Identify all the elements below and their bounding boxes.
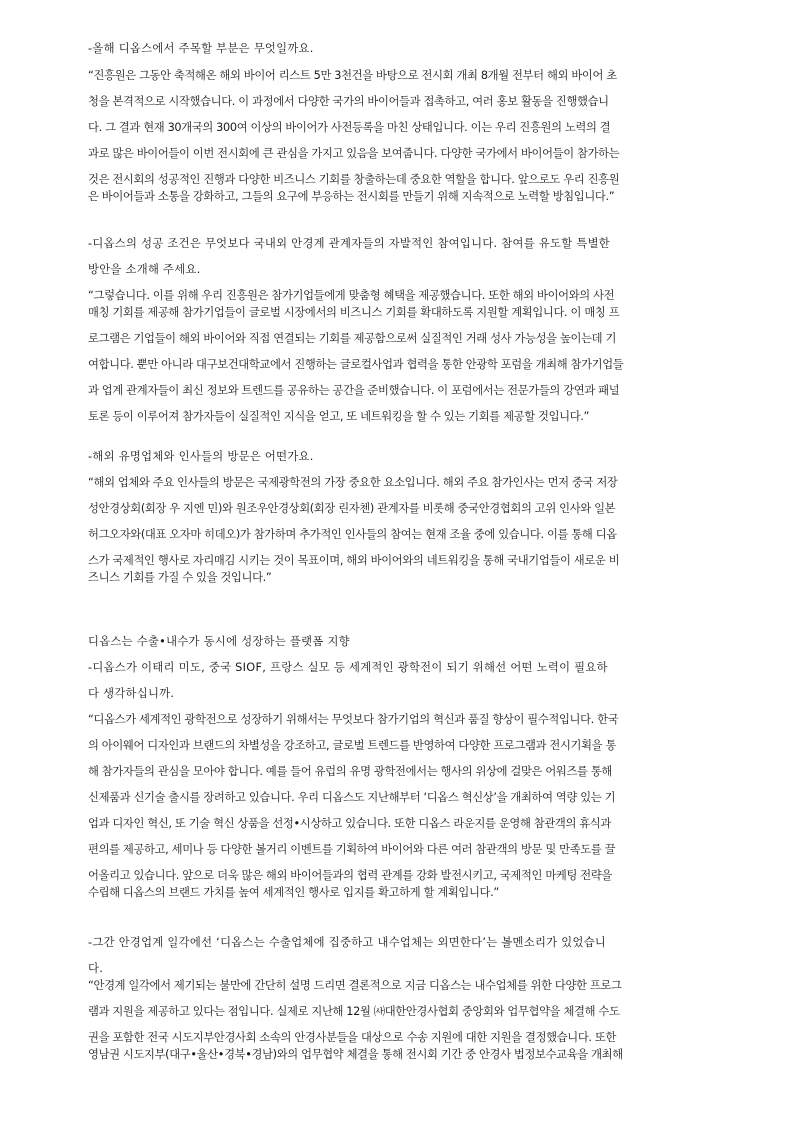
- answer-line: “디옵스가 세계적인 광학전으로 성장하기 위해서는 무엇보다 참가기업의 혁신과 품질 향상이 필수적입니다. 한국: [88, 713, 619, 726]
- answer-line: 영남권 시도지부(대구•울산•경북•경남)와의 업무협약 체결을 통해 전시회 기간 중 안경사 법정보수교육을 개최해: [88, 1048, 623, 1061]
- section-heading: 디옵스는 수출•내수가 동시에 성장하는 플랫폼 지향: [88, 635, 350, 648]
- interview-question: -그간 안경업계 일각에선 ‘디옵스는 수출업체에 집중하고 내수업체는 외면한다’는 볼멘소리가 있었습니: [88, 936, 607, 949]
- interview-question: 방안을 소개해 주세요.: [88, 263, 201, 276]
- answer-line: 다. 그 결과 현재 30개국의 300여 이상의 바이어가 사전등록을 마친 상태입니다. 이는 우리 진흥원의 노력의 결: [88, 121, 611, 134]
- answer-line: 편의를 제공하고, 세미나 등 다양한 볼거리 이벤트를 기획하여 바이어와 다른 여러 참관객의 방문 및 만족도를 끌: [88, 843, 616, 856]
- answer-line: “그렇습니다. 이를 위해 우리 진흥원은 참가기업들에게 맞춤형 혜택을 제공했습니다. 또한 해외 바이어와의 사전: [88, 289, 615, 302]
- answer-line: 과 업계 관계자들이 최신 정보와 트렌드를 공유하는 공간을 준비했습니다. 이 포럼에서는 전문가들의 강연과 패널: [88, 384, 620, 397]
- interview-question: -디옵스의 성공 조건은 무엇보다 국내외 안경계 관계자들의 자발적인 참여입니다. 참여를 유도할 특별한: [88, 237, 611, 250]
- answer-line: 것은 전시회의 성공적인 진행과 다양한 비즈니스 기회를 창출하는데 중요한 역할을 합니다. 앞으로도 우리 진흥원: [88, 173, 620, 186]
- answer-line: “안경계 일각에서 제기되는 불만에 간단히 설명 드리면 결론적으로 지금 디옵스는 내수업체를 위한 다양한 프로그: [88, 979, 622, 992]
- answer-line: 수립해 디옵스의 브랜드 가치를 높여 세계적인 행사로 입지를 확고하게 할 계획입니다.”: [88, 886, 499, 899]
- answer-line: 청을 본격적으로 시작했습니다. 이 과정에서 다양한 국가의 바이어들과 접촉하고, 여러 홍보 활동을 진행했습니: [88, 95, 609, 108]
- answer-line: 성안경상회(회장 우 지엔 민)와 원조우안경상회(회장 린자첸) 관계자를 비롯해 중국안경협회의 고위 인사와 일본: [88, 502, 616, 515]
- interview-question: -해외 유명업체와 인사들의 방문은 어떤가요.: [88, 450, 314, 463]
- answer-line: 해 참가자들의 관심을 모아야 합니다. 예를 들어 유럽의 유명 광학전에서는 행사의 위상에 걸맞은 어워즈를 통해: [88, 765, 612, 778]
- answer-line: 과로 많은 바이어들이 이번 전시회에 큰 관심을 가지고 있음을 보여줍니다. 다양한 국가에서 바이어들이 참가하는: [88, 147, 620, 160]
- answer-line: 의 아이웨어 디자인과 브랜드의 차별성을 강조하고, 글로벌 트렌드를 반영하여 다양한 프로그램과 전시기획을 통: [88, 739, 617, 752]
- answer-line: 신제품과 신기술 출시를 장려하고 있습니다. 우리 디옵스도 지난해부터 ‘디옵스 혁신상’을 개최하여 역량 있는 기: [88, 791, 616, 804]
- answer-line: 업과 디자인 혁신, 또 기술 혁신 상품을 선정•시상하고 있습니다. 또한 디옵스 라운지를 운영해 참관객의 휴식과: [88, 817, 611, 830]
- answer-line: “진흥원은 그동안 축적해온 해외 바이어 리스트 5만 3천건을 바탕으로 전시회 개최 8개월 전부터 해외 바이어 초: [88, 69, 617, 82]
- answer-line: 로그램은 기업들이 해외 바이어와 직접 연결되는 기회를 제공함으로써 실질적인 거래 성사 가능성을 높이는데 기: [88, 332, 617, 345]
- answer-line: 매칭 기회를 제공해 참가기업들이 글로벌 시장에서의 비즈니스 기회를 확대하도록 지원할 계획입니다. 이 매칭 프: [88, 306, 620, 319]
- interview-question: -올해 디옵스에서 주목할 부분은 무엇일까요.: [88, 42, 314, 55]
- answer-line: 허그오자와(대표 오자마 히데오)가 참가하며 추가적인 인사들의 참여는 현재 조율 중에 있습니다. 이를 통해 디옵: [88, 528, 617, 541]
- answer-line: 어올리고 있습니다. 앞으로 더욱 많은 해외 바이어들과의 협력 관계를 강화 발전시키고, 국제적인 마케팅 전략을: [88, 869, 612, 882]
- interview-question: 다 생각하십니까.: [88, 687, 175, 700]
- answer-line: “해외 업체와 주요 인사들의 방문은 국제광학전의 가장 중요한 요소입니다. 해외 주요 참가인사는 먼저 중국 저장: [88, 476, 618, 489]
- answer-line: 램과 지원을 제공하고 있다는 점입니다. 실제로 지난해 12월 ㈔대한안경사협회 중앙회와 업무협약을 체결해 수도: [88, 1005, 620, 1018]
- interview-question: 다.: [88, 962, 104, 975]
- answer-line: 즈니스 기회를 가질 수 있을 것입니다.”: [88, 571, 272, 584]
- interview-question: -디옵스가 이태리 미도, 중국 SIOF, 프랑스 실모 등 세계적인 광학전이 되기 위해선 어떤 노력이 필요하: [88, 661, 608, 674]
- answer-line: 여합니다. 뿐만 아니라 대구보건대학교에서 진행하는 글로컬사업과 협력을 통한 안광학 포럼을 개최해 참가기업들: [88, 358, 624, 371]
- answer-line: 은 바이어들과 소통을 강화하고, 그들의 요구에 부응하는 전시회를 만들기 위해 지속적으로 노력할 방침입니다.”: [88, 190, 615, 203]
- answer-line: 토론 등이 이루어져 참가자들이 실질적인 지식을 얻고, 또 네트워킹을 할 수 있는 기회를 제공할 것입니다.”: [88, 410, 589, 423]
- answer-line: 권을 포함한 전국 시도지부안경사회 소속의 안경사분들을 대상으로 수송 지원에 대한 지원을 결정했습니다. 또한: [88, 1031, 617, 1044]
- answer-line: 스가 국제적인 행사로 자리매김 시키는 것이 목표이며, 해외 바이어와의 네트워킹을 통해 국내기업들이 새로운 비: [88, 554, 620, 567]
